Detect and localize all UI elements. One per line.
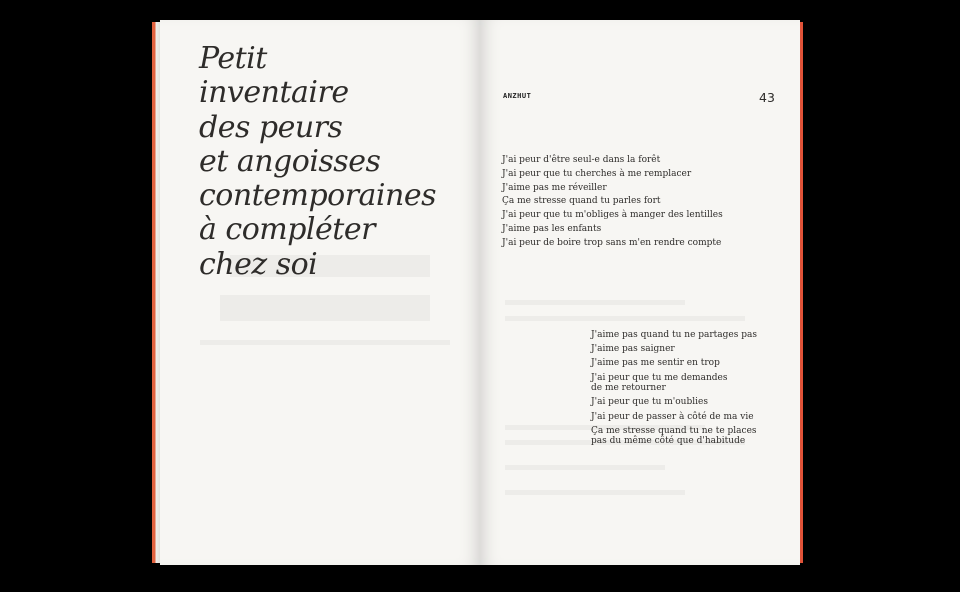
list-item: J'aime pas quand tu ne partages pas: [591, 330, 757, 340]
title-line: des peurs: [199, 109, 343, 145]
title-line: inventaire: [199, 75, 349, 111]
list-item: J'ai peur de passer à côté de ma vie: [591, 411, 754, 422]
fears-list-bottom: [591, 330, 757, 451]
list-item: Ça me stresse quand tu ne te places pas du même côté que d'habitude: [591, 425, 757, 447]
list-item: J'ai peur que tu cherches à me remplacer: [502, 168, 692, 179]
list-item: J'ai peur de boire trop sans m'en rendre compte: [502, 237, 722, 248]
fears-list-top: [502, 154, 723, 251]
list-item: J'ai peur que tu me demandes de me retourner: [591, 372, 728, 394]
title-line: contemporaines: [199, 178, 436, 214]
running-head: ANZHUT: [503, 92, 532, 100]
list-item: J'ai peur que tu m'oublies: [591, 397, 708, 408]
title-line: Petit: [199, 41, 267, 76]
list-item: J'aime pas saigner: [591, 344, 675, 355]
page-number: 43: [759, 90, 775, 105]
list-item: J'ai peur que tu m'obliges à manger des lentilles: [502, 210, 723, 221]
right-page: [480, 20, 800, 565]
left-page: [160, 20, 480, 565]
page-title: [199, 42, 489, 282]
list-item: J'aime pas me sentir en trop: [591, 358, 720, 369]
list-item: J'aime pas les enfants: [502, 223, 602, 234]
title-line: à compléter: [199, 212, 375, 248]
title-line: et angoisses: [199, 143, 381, 179]
list-item: J'aime pas me réveiller: [502, 182, 607, 193]
list-item: J'ai peur d'être seul-e dans la forêt: [502, 155, 661, 165]
title-line: chez soi: [199, 246, 318, 282]
list-item: Ça me stresse quand tu parles fort: [502, 196, 661, 207]
